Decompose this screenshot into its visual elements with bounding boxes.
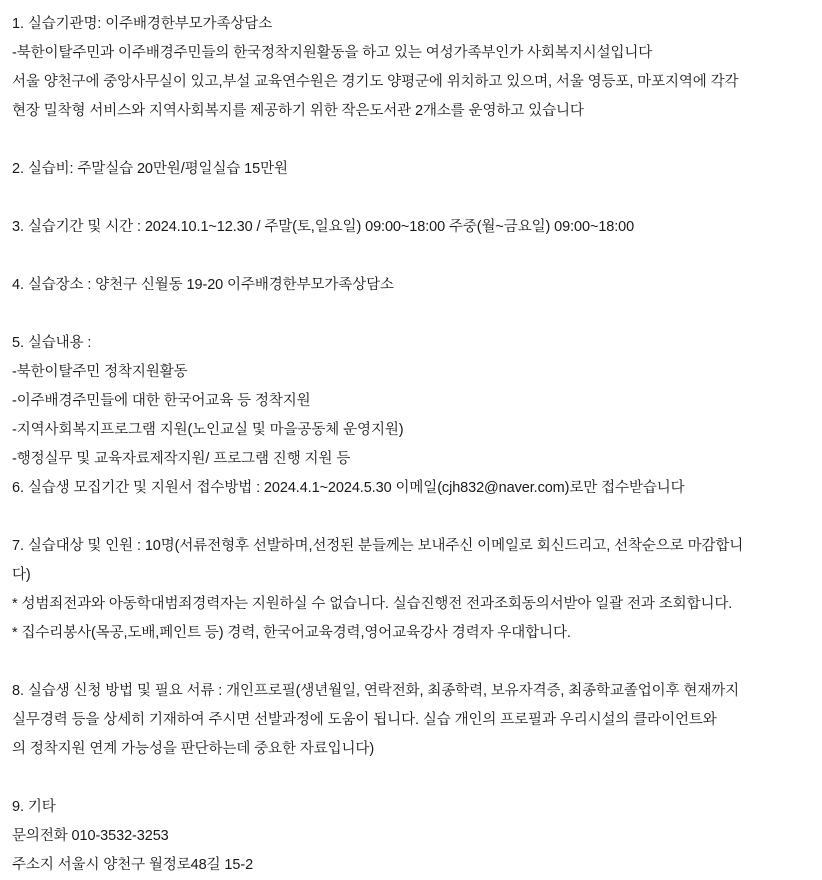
document-line: 5. 실습내용 : — [12, 335, 92, 351]
document-line: 2. 실습비: 주말실습 20만원/평일실습 15만원 — [12, 161, 288, 177]
document-line: 현장 밀착형 서비스와 지역사회복지를 제공하기 위한 작은도서관 2개소를 운영하고 있습니다 — [12, 103, 584, 119]
document-line: -북한이탈주민 정착지원활동 — [12, 364, 188, 380]
document-line: 9. 기타 — [12, 799, 56, 815]
document-line: 실무경력 등을 상세히 기재하여 주시면 선발과정에 도움이 됩니다. 실습 개인의 프로필과 우리시설의 클라이언트와 — [12, 712, 717, 728]
document-line: 3. 실습기간 및 시간 : 2024.10.1~12.30 / 주말(토,일요일) 09:00~18:00 주중(월~금요일) 09:00~18:00 — [12, 219, 635, 235]
document-line-blank — [12, 126, 810, 155]
document-line-blank — [12, 764, 810, 793]
document-line: 서울 양천구에 중앙사무실이 있고,부설 교육연수원은 경기도 양평군에 위치하고 있으며, 서울 영등포, 마포지역에 각각 — [12, 74, 739, 90]
document-line: 다) — [12, 567, 31, 583]
document-line: * 집수리봉사(목공,도배,페인트 등) 경력, 한국어교육경력,영어교육강사 경력자 우대합니다. — [12, 625, 571, 641]
document-line-blank — [12, 300, 810, 329]
document-line: 7. 실습대상 및 인원 : 10명(서류전형후 선발하며,선정된 분들께는 보내주신 이메일로 회신드리고, 선착순으로 마감합니 — [12, 538, 744, 554]
document-line: -지역사회복지프로그램 지원(노인교실 및 마을공동체 운영지원) — [12, 422, 404, 438]
document-line: -이주배경주민들에 대한 한국어교육 등 정착지원 — [12, 393, 311, 409]
document-line-blank — [12, 242, 810, 271]
document-line: * 성범죄전과와 아동학대범죄경력자는 지원하실 수 없습니다. 실습진행전 전과조회동의서받아 일괄 전과 조회합니다. — [12, 596, 733, 612]
document-line: 6. 실습생 모집기간 및 지원서 접수방법 : 2024.4.1~2024.5.30 이메일(cjh832@naver.com)로만 접수받습니다 — [12, 480, 685, 496]
document-line: 문의전화 010-3532-3253 — [12, 828, 169, 844]
document-line: 1. 실습기관명: 이주배경한부모가족상담소 — [12, 16, 273, 32]
document-line: -북한이탈주민과 이주배경주민들의 한국정착지원활동을 하고 있는 여성가족부인가 사회복지시설입니다 — [12, 45, 653, 61]
document-line: 의 정착지원 연계 가능성을 판단하는데 중요한 자료입니다) — [12, 741, 375, 757]
document-line-blank — [12, 503, 810, 532]
document-line-blank — [12, 184, 810, 213]
document-line: -행정실무 및 교육자료제작지원/ 프로그램 진행 지원 등 — [12, 451, 351, 467]
document-line-blank — [12, 648, 810, 677]
document-line: 8. 실습생 신청 방법 및 필요 서류 : 개인프로필(생년월일, 연락전화, 최종학력, 보유자격증, 최종학교졸업이후 현재까지 — [12, 683, 740, 699]
document-line: 4. 실습장소 : 양천구 신월동 19-20 이주배경한부모가족상담소 — [12, 277, 394, 293]
document-line: 주소지 서울시 양천구 월정로48길 15-2 — [12, 857, 254, 873]
